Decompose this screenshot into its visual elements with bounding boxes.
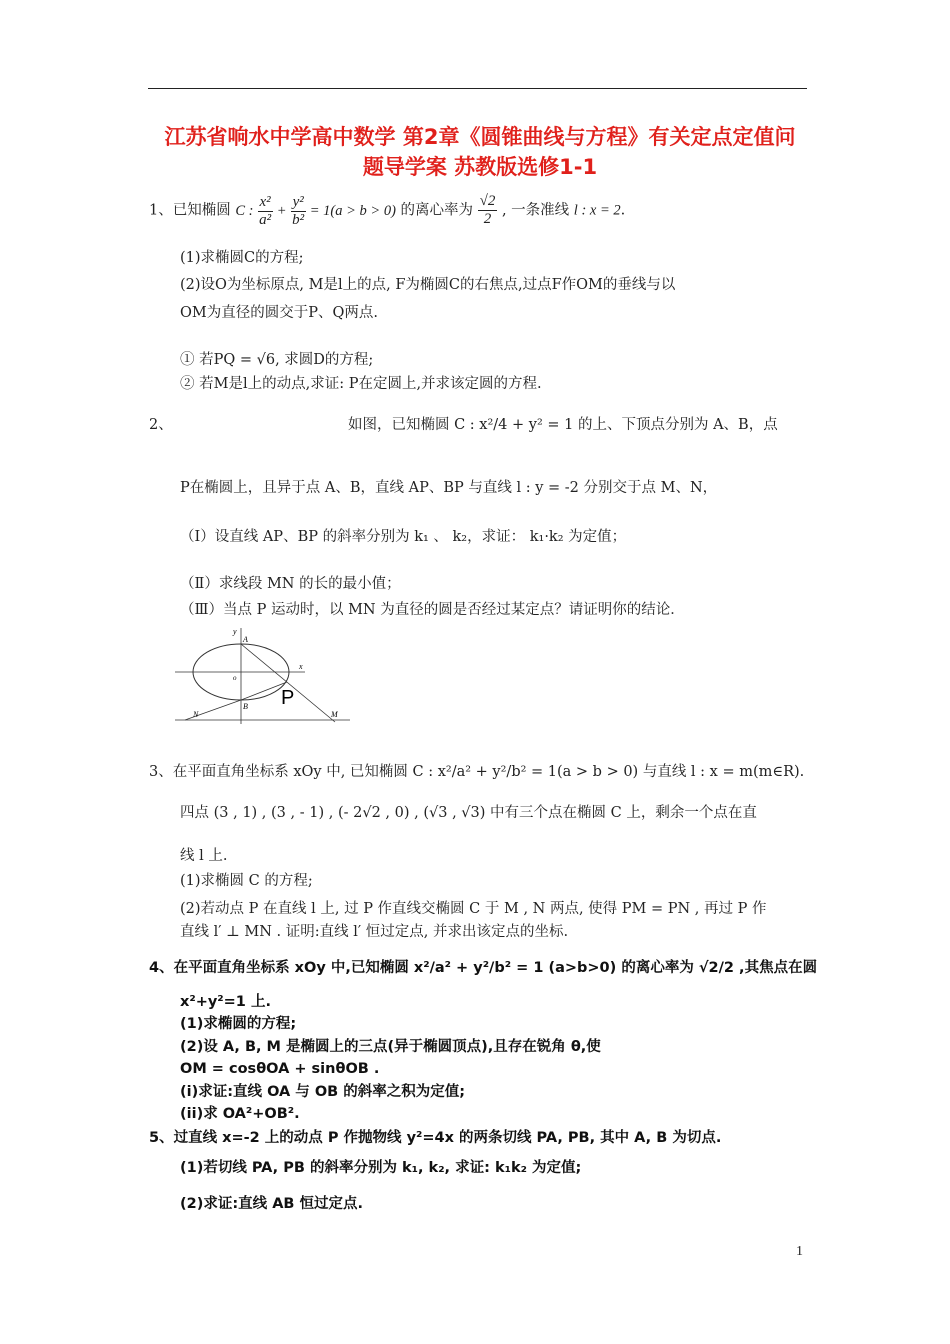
q4-sub-i: (i)求证:直线 OA 与 OB 的斜率之积为定值; <box>180 1084 466 1100</box>
label-y: y <box>233 627 237 636</box>
q3-line2: 四点 (3 , 1) , (3 , - 1) , (- 2√2 , 0) , (√3 , √3) 中有三个点在椭圆 C 上，剩余一个点在直 <box>180 805 757 821</box>
q1-intro-text: 1、已知椭圆 <box>149 202 231 219</box>
q1-ecc-label: 的离心率为 <box>400 202 474 219</box>
q4-sub-ii: (ii)求 OA²+OB². <box>180 1106 300 1122</box>
q3-line3: 线 l 上. <box>180 848 228 864</box>
q4-part2: (2)设 A, B, M 是椭圆上的三点(异于椭圆顶点),且存在锐角 θ,使 <box>180 1039 601 1055</box>
q2-number: 2、 <box>149 417 173 433</box>
header-rule <box>148 88 807 89</box>
q3-part1: (1)求椭圆 C 的方程; <box>180 873 313 889</box>
q2-intro: 如图，已知椭圆 C : x²/4 + y² = 1 的上、下顶点分别为 A、B，点 <box>348 417 778 433</box>
q1-part2b: OM为直径的圆交于P、Q两点. <box>180 305 378 321</box>
q5-intro: 5、过直线 x=-2 上的动点 P 作抛物线 y²=4x 的两条切线 PA, PB, 其中 A, B 为切点. <box>149 1130 722 1146</box>
q1-part1: (1)求椭圆C的方程; <box>180 250 304 266</box>
label-m: M <box>331 710 338 719</box>
q2-line2: P在椭圆上，且异于点 A、B，直线 AP、BP 与直线 l : y = -2 分别交于点 M、N， <box>180 480 718 496</box>
label-x: x <box>299 662 303 671</box>
q1-sub2: ② 若M是l上的动点,求证: P在定圆上,并求该定圆的方程. <box>180 376 542 392</box>
q2-part3: （Ⅲ）当点 P 运动时，以 MN 为直径的圆是否经过某定点？请证明你的结论． <box>180 602 685 618</box>
q4-line2: x²+y²=1 上. <box>180 994 271 1010</box>
q1-directrix: l : x = 2 <box>573 202 621 219</box>
q3-intro: 3、在平面直角坐标系 xOy 中, 已知椭圆 C : x²/a² + y²/b² = 1(a > b > 0) 与直线 l : x = m(m∈R). <box>149 764 805 780</box>
q4-vector-eq: OM = cosθOA + sinθOB . <box>180 1061 380 1077</box>
q3-part2a: (2)若动点 P 在直线 l 上, 过 P 作直线交椭圆 C 于 M , N 两点, 使得 PM = PN , 再过 P 作 <box>180 901 767 917</box>
q4-intro: 4、在平面直角坐标系 xOy 中,已知椭圆 x²/a² + y²/b² = 1 (a>b>0) 的离心率为 √2/2 ,其焦点在圆 <box>149 960 818 976</box>
q1-ecc-value: $\frac{√2}{2}$ <box>479 193 496 227</box>
label-p: P <box>281 687 295 709</box>
q1-part2a: (2)设O为坐标原点, M是l上的点, F为椭圆C的右焦点,过点F作OM的垂线与以 <box>180 277 676 293</box>
title-line-1: 江苏省响水中学高中数学 第2章《圆锥曲线与方程》有关定点定值问 <box>164 125 796 149</box>
q4-part1: (1)求椭圆的方程; <box>180 1016 297 1032</box>
label-a: A <box>243 635 248 644</box>
label-o: o <box>233 674 237 682</box>
page-number: 1 <box>796 1244 803 1259</box>
q5-part1: (1)若切线 PA, PB 的斜率分别为 k₁, k₂, 求证: k₁k₂ 为定值; <box>180 1160 582 1176</box>
ellipse-figure <box>175 620 355 725</box>
document-title <box>140 122 820 182</box>
q2-part2: （Ⅱ）求线段 MN 的长的最小值； <box>180 576 401 592</box>
q2-part1: （Ⅰ）设直线 AP、BP 的斜率分别为 k₁ 、 k₂，求证： k₁·k₂ 为定值； <box>180 529 627 545</box>
label-b: B <box>243 702 248 711</box>
q3-part2b: 直线 l′ ⊥ MN . 证明:直线 l′ 恒过定点, 并求出该定点的坐标. <box>180 924 569 940</box>
q5-part2: (2)求证:直线 AB 恒过定点. <box>180 1196 364 1212</box>
q1-intro: 1、已知椭圆 C : $\frac{\text{x²}}{\text{a²}}$ + $\frac{\text{y²}}{\text{b²}}$ = 1(a > b > 0) 的离心率为 $\frac{√2}{2}$ , 一条准线 l : x = 2. <box>149 193 626 228</box>
q1-directrix-label: , 一条准线 <box>501 202 570 219</box>
q1-ellipse-eq: C : $\frac{\text{x²}}{\text{a²}}$ + $\frac{\text{y²}}{\text{b²}}$ = 1(a > b > 0) <box>235 193 396 228</box>
q1-sub1: ① 若PQ = √6, 求圆D的方程; <box>180 352 374 368</box>
line-ap <box>241 644 335 722</box>
title-line-2: 题导学案 苏教版选修1-1 <box>362 155 598 179</box>
label-n: N <box>193 710 199 719</box>
